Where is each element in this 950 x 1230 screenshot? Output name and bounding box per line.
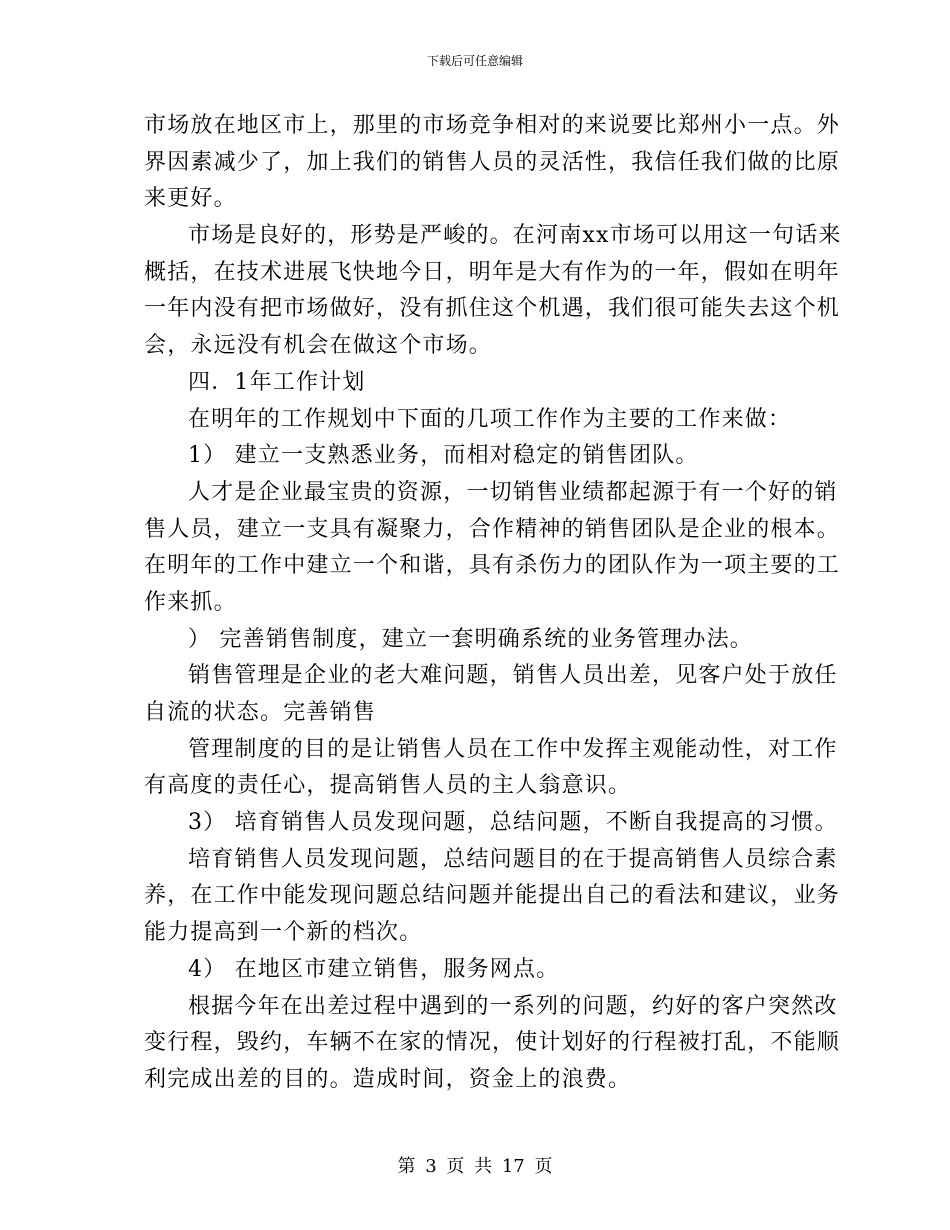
text-line: 来更好。 — [144, 186, 237, 212]
text-line: 在明年的工作规划中下面的几项工作作为主要的工作来做： — [188, 406, 792, 432]
text-line: 3） 培育销售人员发现问题，总结问题，不断自我提高的习惯。 — [188, 810, 838, 836]
text-line: 市场放在地区市上，那里的市场竞争相对的来说要比郑州小一点。外 — [144, 113, 841, 138]
text-line: 自流的状态。完善销售 — [144, 700, 377, 725]
text-line: 一年内没有把市场做好，没有抓住这个机遇，我们很可能失去这个机 — [144, 296, 841, 322]
text-line: 会，永远没有机会在做这个市场。 — [144, 333, 493, 359]
text-line: 1） 建立一支熟悉业务，而相对稳定的销售团队。 — [188, 443, 699, 469]
text-line: 4） 在地区市建立销售，服务网点。 — [188, 956, 560, 982]
document-body — [144, 108, 842, 1099]
text-line: 销售管理是企业的老大难问题，销售人员出差，见客户处于放任 — [188, 663, 838, 689]
page-footer: 第 3 页 共 17 页 — [397, 1156, 553, 1177]
text-line: 有高度的责任心，提高销售人员的主人翁意识。 — [144, 773, 632, 799]
text-line: 作来抓。 — [144, 589, 237, 615]
text-line: 售人员，建立一支具有凝聚力，合作精神的销售团队是企业的根本。 — [144, 516, 841, 542]
text-line: 概括，在技术进展飞快地今日，明年是大有作为的一年，假如在明年 — [144, 259, 841, 285]
text-line: ） 完善销售制度，建立一套明确系统的业务管理办法。 — [188, 626, 753, 652]
text-line: 变行程，毁约，车辆不在家的情况，使计划好的行程被打乱，不能顺 — [144, 1030, 841, 1056]
text-line: 能力提高到一个新的档次。 — [144, 920, 423, 946]
page-header: 下载后可任意编辑 — [426, 54, 523, 68]
text-line: 界因素减少了，加上我们的销售人员的灵活性，我信任我们做的比原 — [144, 149, 841, 175]
text-line: 四．1年工作计划 — [188, 369, 366, 395]
text-line: 人才是企业最宝贵的资源，一切销售业绩都起源于有一个好的销 — [188, 479, 838, 505]
text-line: 在明年的工作中建立一个和谐，具有杀伤力的团队作为一项主要的工 — [144, 553, 841, 579]
text-line: 根据今年在出差过程中遇到的一系列的问题，约好的客户突然改 — [188, 993, 838, 1019]
text-line: 养，在工作中能发现问题总结问题并能提出自己的看法和建议，业务 — [144, 883, 841, 909]
text-line: 管理制度的目的是让销售人员在工作中发挥主观能动性，对工作 — [188, 736, 838, 762]
text-line: 培育销售人员发现问题，总结问题目的在于提高销售人员综合素 — [188, 846, 838, 872]
text-line: 市场是良好的，形势是严峻的。在河南xx市场可以用这一句话来 — [188, 223, 842, 249]
text-line: 利完成出差的目的。造成时间，资金上的浪费。 — [144, 1066, 632, 1092]
